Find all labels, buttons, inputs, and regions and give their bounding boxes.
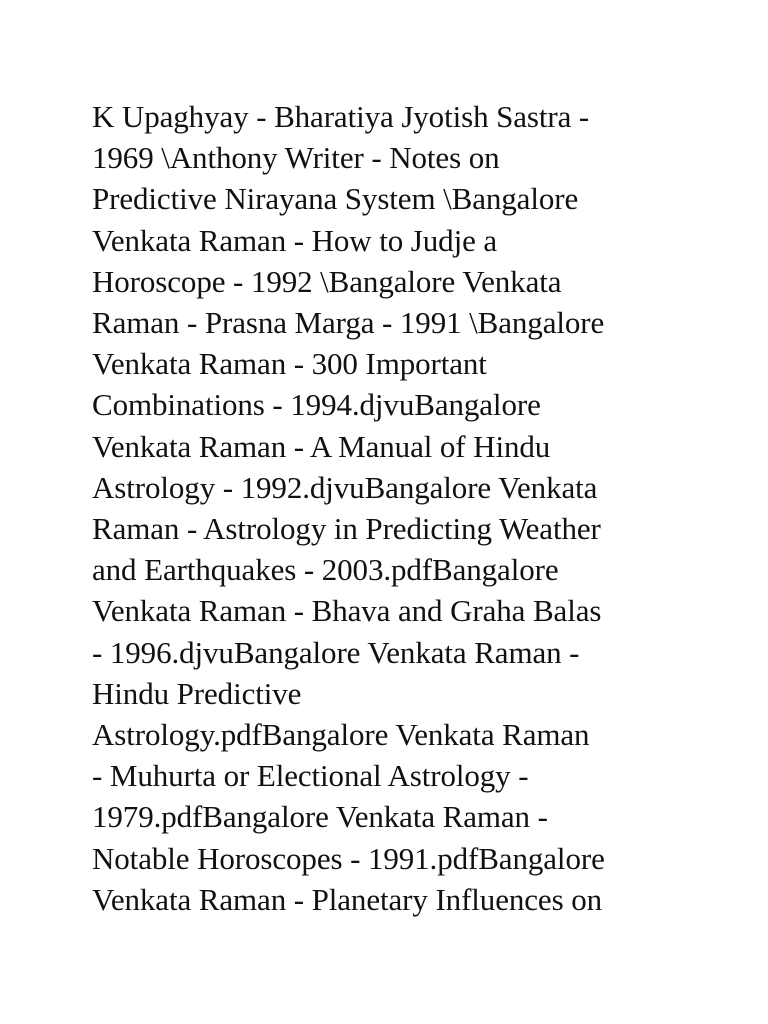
text-line: Venkata Raman - A Manual of Hindu bbox=[92, 428, 551, 464]
text-line: Horoscope - 1992 \Bangalore Venkata bbox=[92, 263, 562, 299]
text-line: - 1996.djvuBangalore Venkata Raman - bbox=[92, 634, 580, 670]
text-line: Astrology.pdfBangalore Venkata Raman bbox=[92, 717, 590, 753]
text-line: Venkata Raman - How to Judje a bbox=[92, 222, 498, 258]
text-line: Venkata Raman - Bhava and Graha Balas bbox=[92, 593, 602, 629]
text-line: 1979.pdfBangalore Venkata Raman - bbox=[92, 799, 548, 835]
text-line: Hindu Predictive bbox=[92, 675, 302, 711]
text-line: Raman - Prasna Marga - 1991 \Bangalore bbox=[92, 305, 605, 341]
text-line: and Earthquakes - 2003.pdfBangalore bbox=[92, 552, 559, 588]
body-text bbox=[92, 96, 692, 920]
text-line: Notable Horoscopes - 1991.pdfBangalore bbox=[92, 840, 605, 876]
text-line: Raman - Astrology in Predicting Weather bbox=[92, 511, 601, 547]
text-line: Combinations - 1994.djvuBangalore bbox=[92, 387, 541, 423]
text-line: Predictive Nirayana System \Bangalore bbox=[92, 181, 579, 217]
text-line: - Muhurta or Electional Astrology - bbox=[92, 758, 529, 794]
text-line: 1969 \Anthony Writer - Notes on bbox=[92, 140, 500, 176]
text-line: Venkata Raman - 300 Important bbox=[92, 346, 487, 382]
text-line: K Upaghyay - Bharatiya Jyotish Sastra - bbox=[92, 99, 590, 134]
text-line: Venkata Raman - Planetary Influences on bbox=[92, 881, 602, 917]
text-line: Astrology - 1992.djvuBangalore Venkata bbox=[92, 469, 598, 505]
